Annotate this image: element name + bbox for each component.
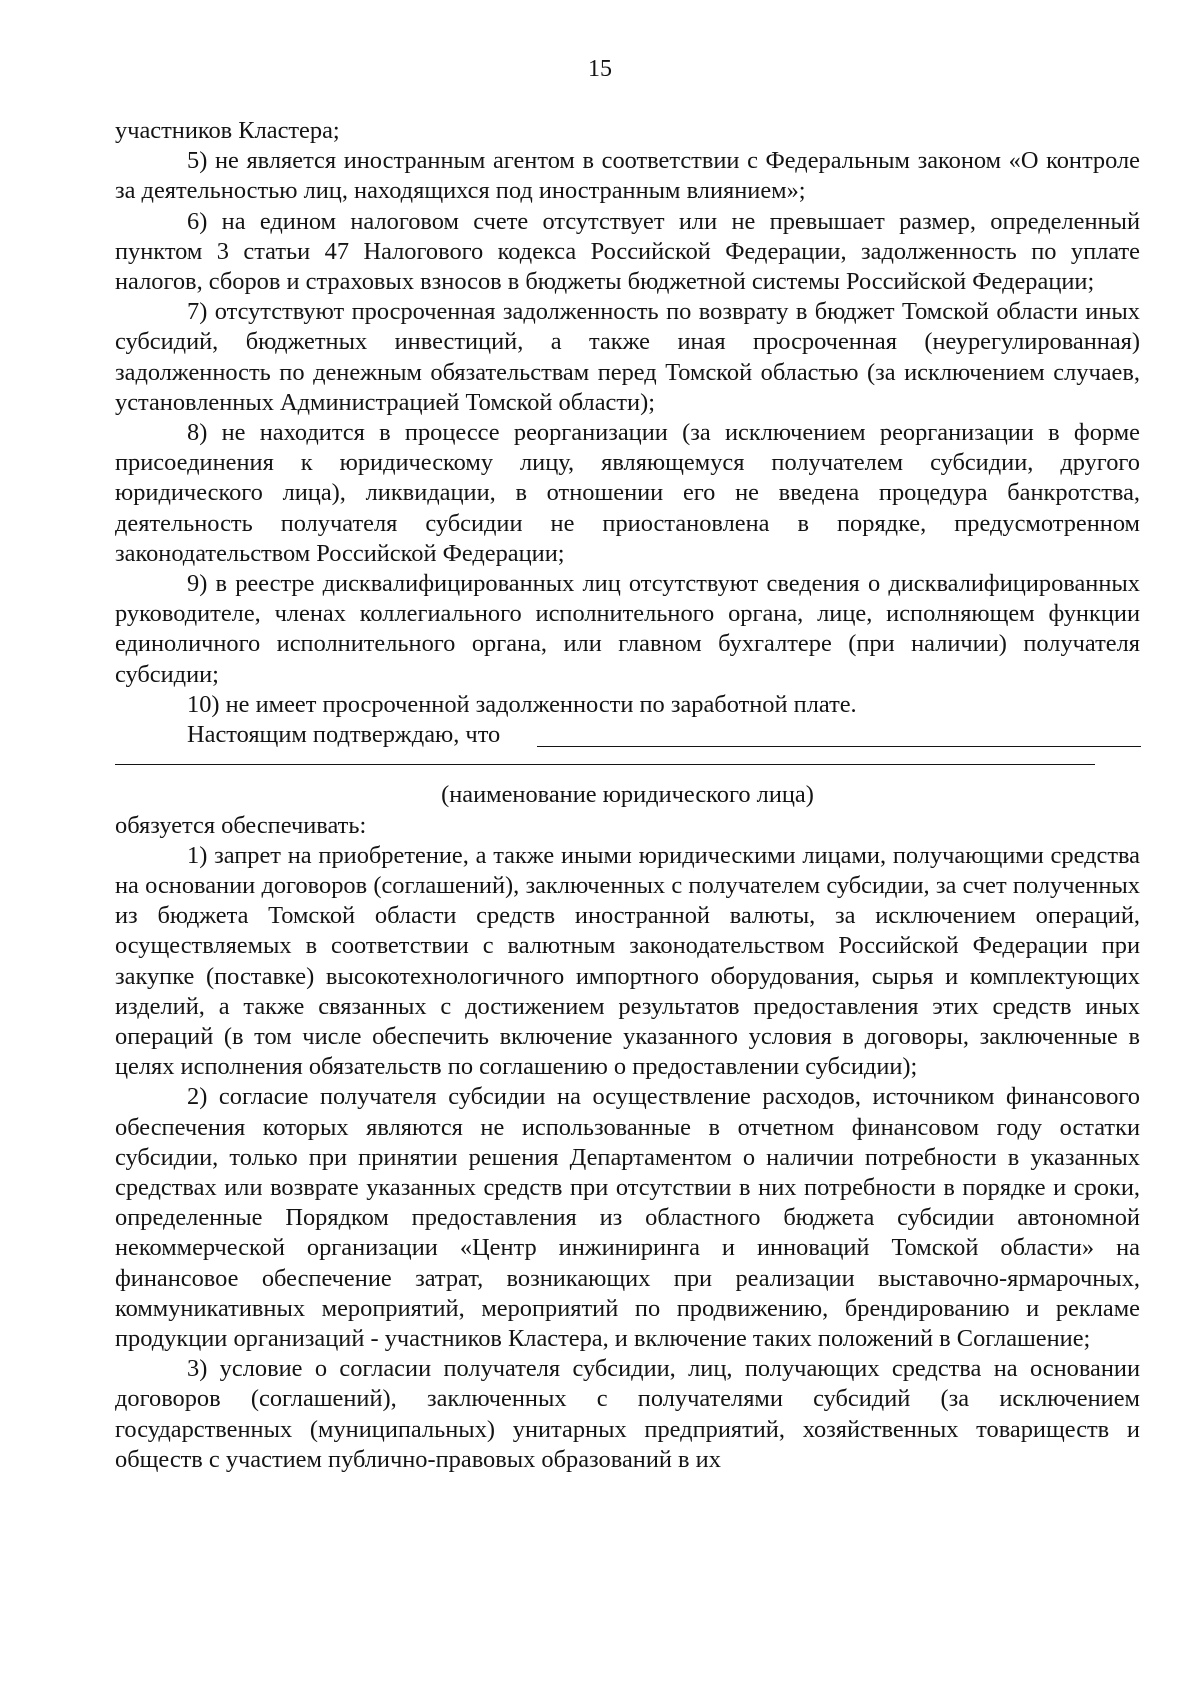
paragraph-p10: 10) не имеет просроченной задолженности по заработной плате. bbox=[187, 690, 857, 718]
paragraph-p6: 6) на едином налоговом счете отсутствует или не превышает размер, определенный пунктом 3 статьи 47 Налогового кодекса Российской Федерации, задолженность по уплате налогов, сборов и страховых взносов в бюджеты бюджетной системы Российской Федерации; bbox=[115, 207, 1140, 296]
paragraph-p8: 8) не находится в процессе реорганизации (за исключением реорганизации в форме присоединения к юридическому лицу, являющемуся получателем субсидии, другого юридического лица), ликвидации, в отношении его не введена процедура банкротства, деятельность получателя субсидии не приостановлена в порядке, предусмотренном законодательством Российской Федерации; bbox=[115, 419, 1140, 567]
blank-row bbox=[115, 750, 1140, 780]
confirm-label: Настоящим подтверждаю, что bbox=[187, 721, 501, 749]
paragraph-group-top bbox=[115, 116, 1140, 720]
blank-line-entity-name-1 bbox=[537, 746, 1141, 747]
obliges-label: обязуется обеспечивать: bbox=[115, 811, 367, 839]
paragraph-q3: 3) условие о согласии получателя субсидии, лиц, получающих средства на основании договоров (соглашений), заключенных с получателями субсидий (за исключением государственных (муниципальных) унитарных предприятий, хозяйственных товариществ и обществ с участием публично-правовых образований в их bbox=[115, 1355, 1140, 1473]
paragraph-q2: 2) согласие получателя субсидии на осуществление расходов, источником финансового обеспечения которых являются не использованные в отчетном финансовом году остатки субсидии, только при принятии решения Департаментом о наличии потребности в указанных средствах или возврате указанных средств при отсутствии в них потребности в порядке и сроки, определенные Порядком предоставления из областного бюджета субсидии автономной некоммерческой организации «Центр инжиниринга и инноваций Томской области» на финансовое обеспечение затрат, возникающих при реализации выставочно-ярмарочных, коммуникативных мероприятий, мероприятий по продвижению, брендированию и рекламе продукции организаций - участников Кластера, и включение таких положений в Соглашение; bbox=[115, 1083, 1140, 1353]
paragraph-p0: участников Кластера; bbox=[115, 117, 340, 144]
paragraph-p7: 7) отсутствуют просроченная задолженность по возврату в бюджет Томской области иных субсидий, бюджетных инвестиций, а также иная просроченная (неурегулированная) задолженность по денежным обязательствам перед Томской областью (за исключением случаев, установленных Администрацией Томской области); bbox=[115, 298, 1140, 416]
paragraph-p5: 5) не является иностранным агентом в соответствии с Федеральным законом «О контроле за деятельностью лиц, находящихся под иностранным влиянием»; bbox=[115, 147, 1140, 205]
blank-line-entity-name-2 bbox=[115, 764, 1095, 765]
page-number: 15 bbox=[588, 56, 612, 82]
confirm-line bbox=[115, 720, 1140, 750]
blank-caption: (наименование юридического лица) bbox=[441, 781, 814, 809]
paragraph-group-bottom bbox=[115, 841, 1140, 1475]
document-body bbox=[115, 116, 1140, 1475]
paragraph-p9: 9) в реестре дисквалифицированных лиц отсутствуют сведения о дисквалифицированных руководителе, членах коллегиального исполнительного органа, лице, исполняющем функции единоличного исполнительного органа, или главном бухгалтере (при наличии) получателя субсидии; bbox=[115, 570, 1140, 688]
paragraph-q1: 1) запрет на приобретение, а также иными юридическими лицами, получающими средства на основании договоров (соглашений), заключенных с получателем субсидии, за счет полученных из бюджета Томской области средств иностранной валюты, за исключением операций, осуществляемых в соответствии с валютным законодательством Российской Федерации при закупке (поставке) высокотехнологичного импортного оборудования, сырья и комплектующих изделий, а также связанных с достижением результатов предоставления этих средств иных операций (в том числе обеспечить включение указанного условия в договоры, заключенные в целях исполнения обязательств по соглашению о предоставлении субсидии); bbox=[115, 841, 1140, 1081]
